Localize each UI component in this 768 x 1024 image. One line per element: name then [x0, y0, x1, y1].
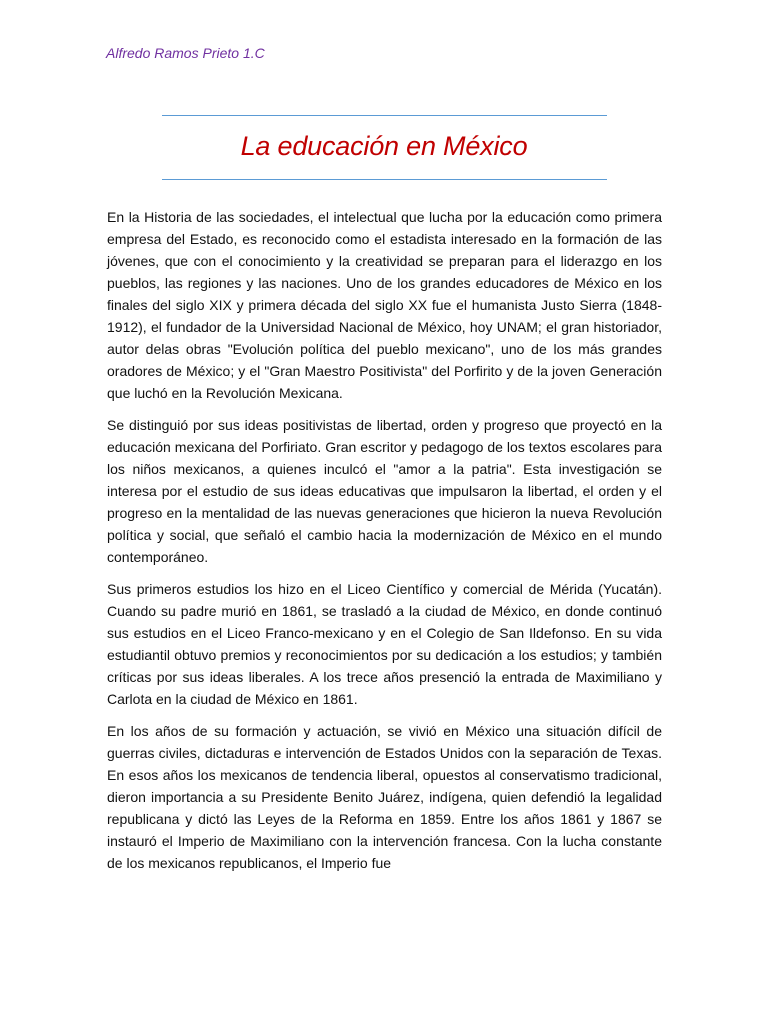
paragraph: Se distinguió por sus ideas positivistas de libertad, orden y progreso que proyectó en la educación mexicana del Porfiriato. Gran escritor y pedagogo de los textos escolares para los niños mexicanos, a quienes inculcó el "amor a la patria". Esta investigación se interesa por el estudio de sus ideas educativas que impulsaron la libertad, el orden y el progreso en la mentalidad de las nuevas generaciones que hicieron la nueva Revolución política y social, que señaló el cambio hacia la modernización de México en el mundo contemporáneo. — [107, 417, 662, 565]
document-title: La educación en México — [240, 131, 528, 161]
author-name: Alfredo Ramos Prieto 1.C — [106, 45, 265, 61]
document-body — [107, 206, 662, 884]
paragraph: Sus primeros estudios los hizo en el Liceo Científico y comercial de Mérida (Yucatán). Cuando su padre murió en 1861, se trasladó a la ciudad de México, en donde continuó sus estudios en el Liceo Franco-mexicano y en el Colegio de San Ildefonso. En su vida estudiantil obtuvo premios y reconocimientos por su dedicación a los estudios; y también críticas por sus ideas liberales. A los trece años presenció la entrada de Maximiliano y Carlota en la ciudad de México en 1861. — [107, 581, 662, 707]
paragraph: En los años de su formación y actuación, se vivió en México una situación difícil de guerras civiles, dictaduras e intervención de Estados Unidos con la separación de Texas. En esos años los mexicanos de tendencia liberal, opuestos al conservatismo tradicional, dieron importancia a su Presidente Benito Juárez, indígena, quien defendió la legalidad republicana y dictó las Leyes de la Reforma en 1859. Entre los años 1861 y 1867 se instauró el Imperio de Maximiliano con la intervención francesa. Con la lucha constante de los mexicanos republicanos, el Imperio fue — [107, 723, 662, 871]
paragraph: En la Historia de las sociedades, el intelectual que lucha por la educación como primera empresa del Estado, es reconocido como el estadista interesado en la formación de las jóvenes, que con el conocimiento y la creatividad se preparan para el liderazgo en los pueblos, las regiones y las naciones. Uno de los grandes educadores de México en los finales del siglo XIX y primera década del siglo XX fue el humanista Justo Sierra (1848-1912), el fundador de la Universidad Nacional de México, hoy UNAM; el gran historiador, autor delas obras "Evolución política del pueblo mexicano", uno de los más grandes oradores de México; y el "Gran Maestro Positivista" del Porfirito y de la joven Generación que luchó en la Revolución Mexicana. — [107, 209, 662, 401]
title-top-rule — [162, 115, 607, 116]
title-bottom-rule — [162, 179, 607, 180]
